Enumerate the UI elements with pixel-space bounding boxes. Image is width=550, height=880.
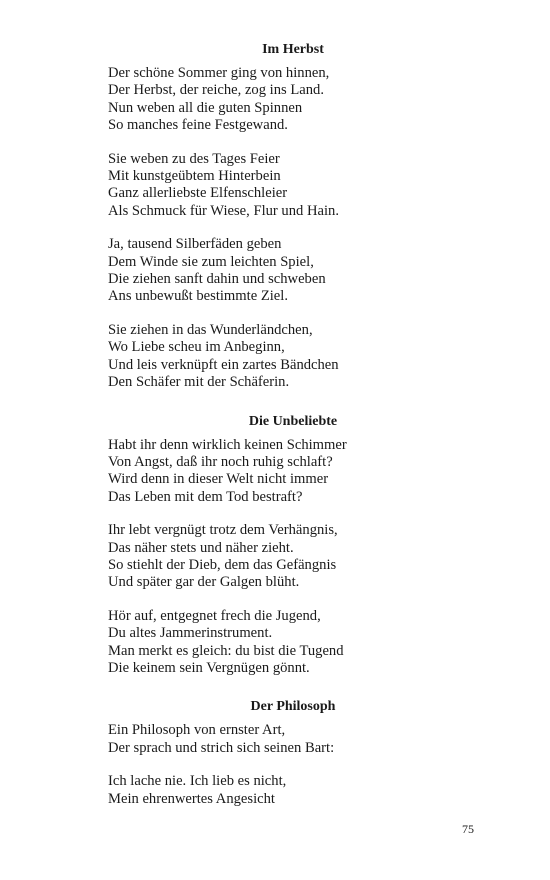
- verse-line: Habt ihr denn wirklich keinen Schimmer: [108, 436, 347, 453]
- verse-line: Ein Philosoph von ernster Art,: [108, 722, 286, 739]
- verse-line: Ganz allerliebste Elfenschleier: [108, 185, 288, 202]
- verse-line: Die keinem sein Vergnügen gönnt.: [108, 659, 310, 676]
- verse-line: Dem Winde sie zum leichten Spiel,: [108, 253, 314, 270]
- stanza: [108, 522, 478, 592]
- verse-line: So stiehlt der Dieb, dem das Gefängnis: [108, 556, 337, 573]
- verse-line: Von Angst, daß ihr noch ruhig schlaft?: [108, 453, 333, 470]
- poem-title: Die Unbeliebte: [248, 413, 338, 429]
- page-number: 75: [462, 822, 474, 836]
- verse-line: Mein ehrenwertes Angesicht: [108, 790, 275, 807]
- stanza: [108, 151, 478, 221]
- poem-die-unbeliebte: [108, 412, 478, 678]
- verse-line: Die ziehen sanft dahin und schweben: [108, 271, 326, 288]
- verse-line: Das Leben mit dem Tod bestraft?: [108, 488, 303, 505]
- verse-line: Ja, tausend Silberfäden geben: [108, 236, 282, 253]
- verse-line: Du altes Jammerinstrument.: [108, 625, 273, 642]
- verse-line: Ihr lebt vergnügt trotz dem Verhängnis,: [108, 522, 338, 539]
- verse-line: Man merkt es gleich: du bist die Tugend: [108, 642, 344, 659]
- verse-line: Den Schäfer mit der Schäferin.: [108, 374, 290, 391]
- verse-line: Der Herbst, der reiche, zog ins Land.: [108, 82, 324, 99]
- stanza: [108, 722, 478, 757]
- verse-line: Das näher stets und näher zieht.: [108, 539, 294, 556]
- verse-line: Mit kunstgeübtem Hinterbein: [108, 168, 281, 185]
- verse-line: Der schöne Sommer ging von hinnen,: [108, 65, 330, 81]
- stanza: [108, 437, 478, 507]
- page-body: [108, 40, 478, 828]
- verse-line: Nun weben all die guten Spinnen: [108, 99, 303, 116]
- poem-im-herbst: [108, 40, 478, 392]
- verse-line: Wird denn in dieser Welt nicht immer: [108, 471, 329, 488]
- poem-title: Im Herbst: [262, 42, 324, 57]
- verse-line: Wo Liebe scheu im Anbeginn,: [108, 339, 285, 356]
- verse-line: Und leis verknüpft ein zartes Bändchen: [108, 356, 339, 373]
- poem-der-philosoph: [108, 697, 478, 808]
- verse-line: Sie ziehen in das Wunderländchen,: [108, 321, 313, 338]
- verse-line: Hör auf, entgegnet frech die Jugend,: [108, 607, 321, 624]
- verse-line: Der sprach und strich sich seinen Bart:: [108, 739, 335, 756]
- verse-line: Als Schmuck für Wiese, Flur und Hain.: [108, 202, 339, 219]
- verse-line: Und später gar der Galgen blüht.: [108, 574, 300, 591]
- poem-title: Der Philosoph: [250, 699, 336, 715]
- stanza: [108, 322, 478, 392]
- verse-line: Sie weben zu des Tages Feier: [108, 150, 280, 167]
- verse-line: So manches feine Festgewand.: [108, 117, 288, 134]
- stanza: [108, 236, 478, 306]
- verse-line: Ans unbewußt bestimmte Ziel.: [108, 288, 288, 305]
- verse-line: Ich lache nie. Ich lieb es nicht,: [108, 773, 287, 790]
- stanza: [108, 65, 478, 135]
- stanza: [108, 608, 478, 678]
- stanza: [108, 773, 478, 808]
